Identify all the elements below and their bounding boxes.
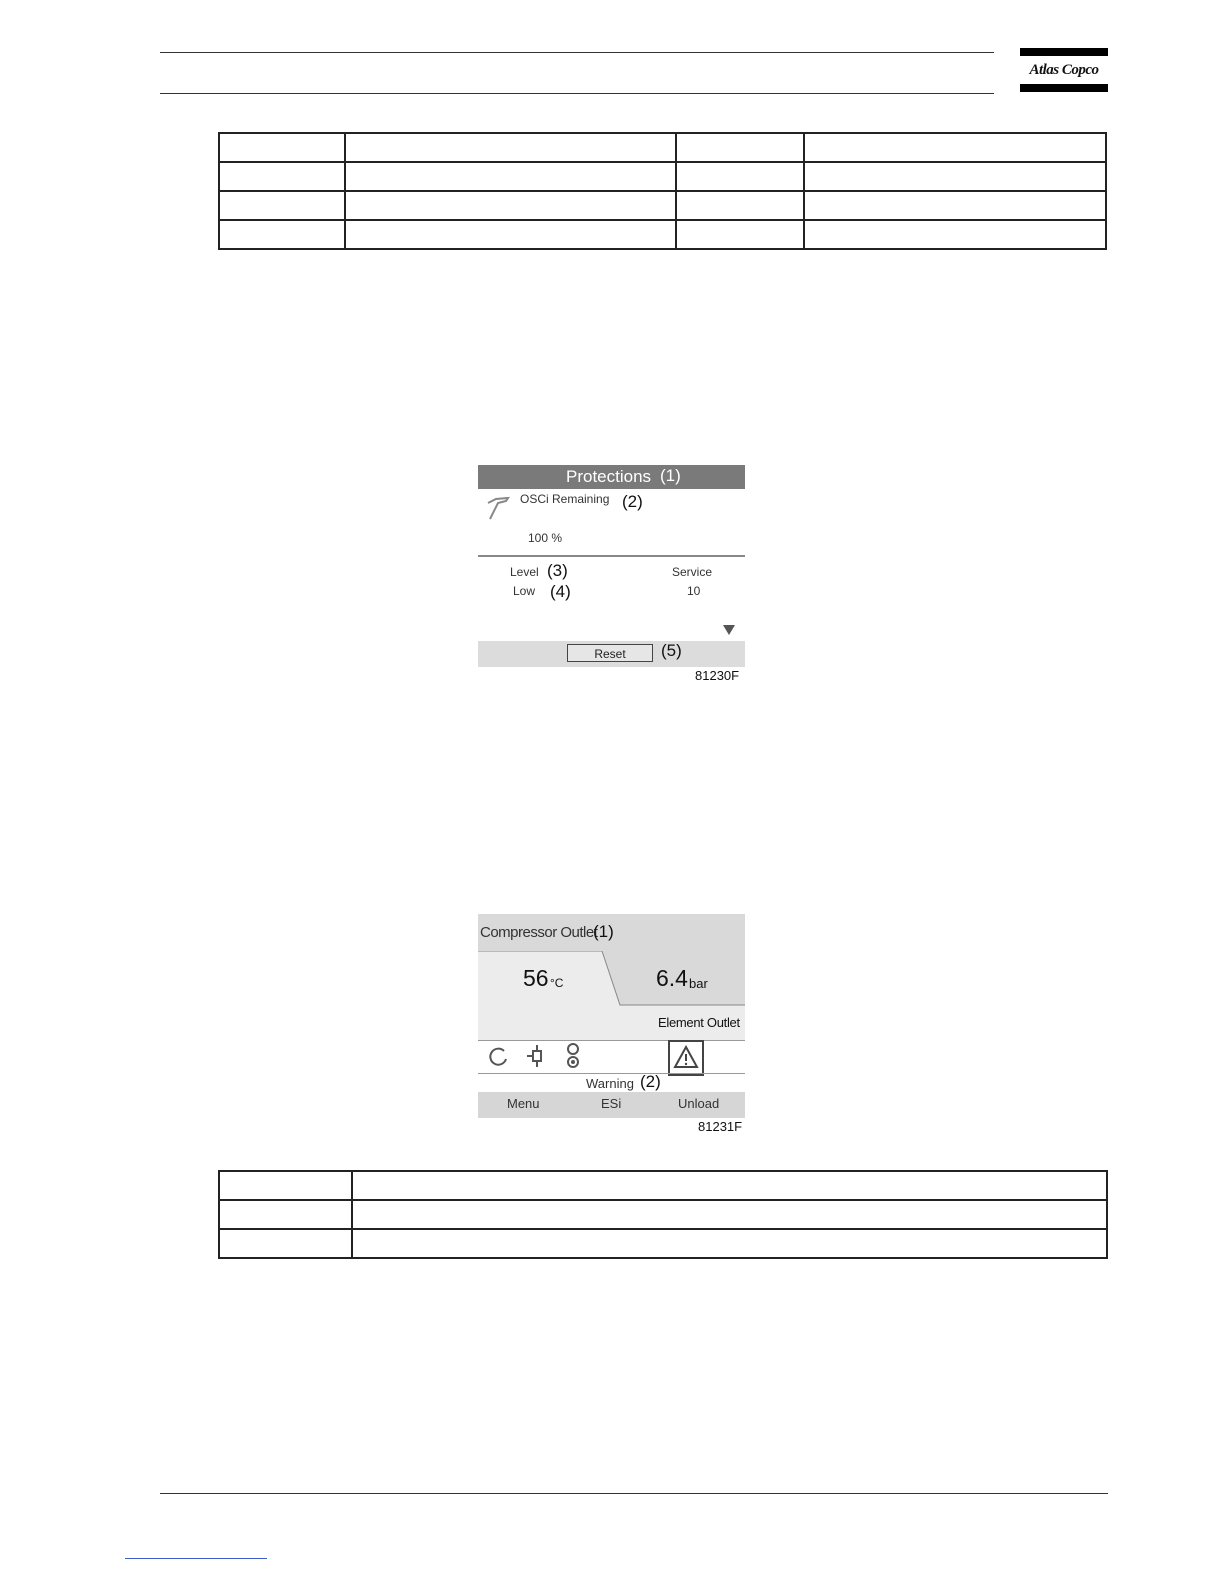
warning-icon	[673, 1045, 699, 1074]
icon-row-bottom-rule	[478, 1073, 745, 1074]
footer-link-underline	[125, 1558, 267, 1559]
unload-button[interactable]: Unload	[678, 1096, 720, 1111]
table-row	[219, 1200, 1107, 1229]
table-row	[219, 220, 1106, 249]
service-value: 10	[687, 584, 701, 598]
esi-button[interactable]: ESi	[601, 1096, 622, 1111]
item-value: 100 %	[528, 531, 563, 545]
level-value: Low	[513, 584, 536, 598]
section-divider	[478, 555, 745, 557]
pressure-unit: bar	[689, 976, 708, 991]
figure-code-2: 81231F	[698, 1119, 743, 1134]
brand-wordmark: Atlas Copco	[1029, 62, 1099, 78]
level-label: Level	[510, 565, 539, 579]
service-label: Service	[672, 565, 713, 579]
temperature-unit: °C	[550, 976, 564, 990]
table-row	[219, 162, 1106, 191]
bottom-table	[218, 1170, 1108, 1259]
title-callout: (1)	[660, 466, 681, 485]
wrench-icon	[486, 495, 510, 521]
item-callout: (2)	[622, 492, 643, 511]
reset-button[interactable]: Reset	[567, 644, 653, 662]
table-row	[219, 1171, 1107, 1200]
table-row	[219, 191, 1106, 220]
rotation-icon	[488, 1046, 510, 1073]
screen-title: Protections	[566, 467, 652, 486]
scroll-down-icon[interactable]	[723, 622, 735, 632]
footer-rule	[160, 1493, 1108, 1494]
header-rule-top	[160, 52, 994, 53]
pressure-value: 6.4	[656, 965, 688, 991]
level-callout: (3)	[547, 561, 568, 580]
protections-screen	[478, 465, 745, 667]
main-screen	[478, 914, 745, 1118]
value-header-callout: (1)	[593, 922, 614, 941]
brand-logo	[1020, 48, 1108, 92]
menu-button[interactable]: Menu	[507, 1096, 540, 1111]
reset-callout: (5)	[661, 641, 682, 660]
level-value-callout: (4)	[550, 582, 571, 601]
element-outlet-label: Element Outlet	[658, 1015, 740, 1030]
table-row	[219, 1229, 1107, 1258]
status-callout: (2)	[640, 1072, 661, 1091]
status-text: Warning	[586, 1076, 634, 1091]
motor-icon	[564, 1042, 582, 1075]
table-row	[219, 133, 1106, 162]
top-table	[218, 132, 1107, 250]
item-label: OSCi Remaining	[520, 492, 610, 506]
figure-code-1: 81230F	[695, 668, 740, 683]
icon-row-top-rule	[478, 1040, 745, 1041]
warning-button[interactable]	[668, 1040, 704, 1076]
value-header: Compressor Outlet	[480, 924, 598, 941]
valve-icon	[525, 1044, 547, 1073]
temperature-value: 56	[523, 965, 549, 991]
header-rule-bottom	[160, 93, 994, 94]
